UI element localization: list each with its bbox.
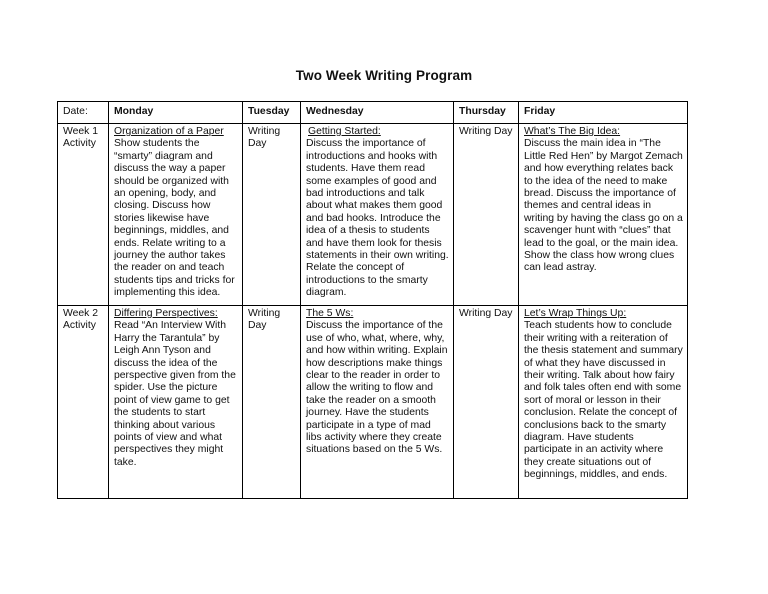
header-thursday: Thursday: [454, 102, 519, 124]
row-label-week-2: Week 2 Activity: [58, 306, 109, 499]
week-1-tuesday-cell: Writing Day: [243, 124, 301, 306]
week-1-monday-cell: [109, 124, 243, 306]
writing-program-table: [57, 101, 688, 499]
table-header-row: [58, 102, 688, 124]
week-1-wednesday-heading: Getting Started:: [308, 126, 381, 137]
header-monday: Monday: [109, 102, 243, 124]
row-label-week-1: Week 1 Activity: [58, 124, 109, 306]
week-1-wednesday-body: Discuss the importance of introductions and hooks with students. Have them read some examples of good and bad introductions and talk about what makes them good and bad hooks. Introduce the idea of a thesis to students and have them look for thesis statements in their own writing. Relate the concept of introductions to the smarty diagram.: [306, 138, 449, 299]
header-wednesday: Wednesday: [301, 102, 454, 124]
document-title: Two Week Writing Program: [295, 68, 473, 83]
week-2-tuesday-cell: Writing Day: [243, 306, 301, 499]
week-2-wednesday-cell: [301, 306, 454, 499]
week-2-monday-heading: Differing Perspectives:: [114, 308, 218, 319]
week-2-monday-cell: [109, 306, 243, 499]
week-2-thursday-cell: Writing Day: [454, 306, 519, 499]
header-friday: Friday: [519, 102, 688, 124]
week-1-friday-cell: [519, 124, 688, 306]
header-date: Date:: [58, 102, 109, 124]
week-1-monday-heading: Organization of a Paper: [114, 126, 224, 137]
header-tuesday: Tuesday: [243, 102, 301, 124]
week-1-wednesday-cell: [301, 124, 454, 306]
week-2-monday-body: Read “An Interview With Harry the Tarantula” by Leigh Ann Tyson and discuss the idea of the perspective given from the spider. Use the picture point of view game to get the students to start thinking about various points of view and what perspectives they might take.: [114, 320, 236, 468]
week-1-friday-heading: What’s The Big Idea:: [524, 126, 621, 137]
week-2-friday-cell: [519, 306, 688, 499]
week-1-friday-body: Discuss the main idea in “The Little Red Hen” by Margot Zemach and how everything relates back to the idea of the need to make bread. Discuss the importance of themes and central ideas in writing by having the class go on a scavenger hunt with “clues” that lead to the goal, or the main idea. Show the class how wrong clues can lead astray.: [524, 138, 683, 274]
week-2-wednesday-body: Discuss the importance of the use of who, what, where, why, and how within writing. Explain how descriptions make things clear to the reader in order to allow the writing to flow and take the reader on a smooth journey. Have the students participate in a type of mad libs activity where they create situations based on the 5 Ws.: [306, 320, 448, 456]
week-1-thursday-cell: Writing Day: [454, 124, 519, 306]
week-2-friday-body: Teach students how to conclude their writing with a reiteration of the thesis statement and summary of what they have discussed in their writing. Talk about how fairy and folk tales often end with some sort of moral or lesson in their conclusion. Relate the concept of conclusions back to the smarty diagram. Have students participate in an activity where they create situations out of beginnings, middles, and ends.: [524, 320, 683, 481]
week-2-wednesday-heading: The 5 Ws:: [306, 308, 354, 319]
week-1-monday-body: Show students the “smarty” diagram and discuss the way a paper should be organized with an opening, body, and closing. Discuss how stories likewise have beginnings, middles, and ends. Relate writing to a journey the author takes the reader on and teach students tips and tricks for implementing this idea.: [114, 138, 235, 299]
week-2-friday-heading: Let’s Wrap Things Up:: [524, 308, 627, 319]
table-row-week-2: [58, 306, 688, 499]
table-row-week-1: [58, 124, 688, 306]
